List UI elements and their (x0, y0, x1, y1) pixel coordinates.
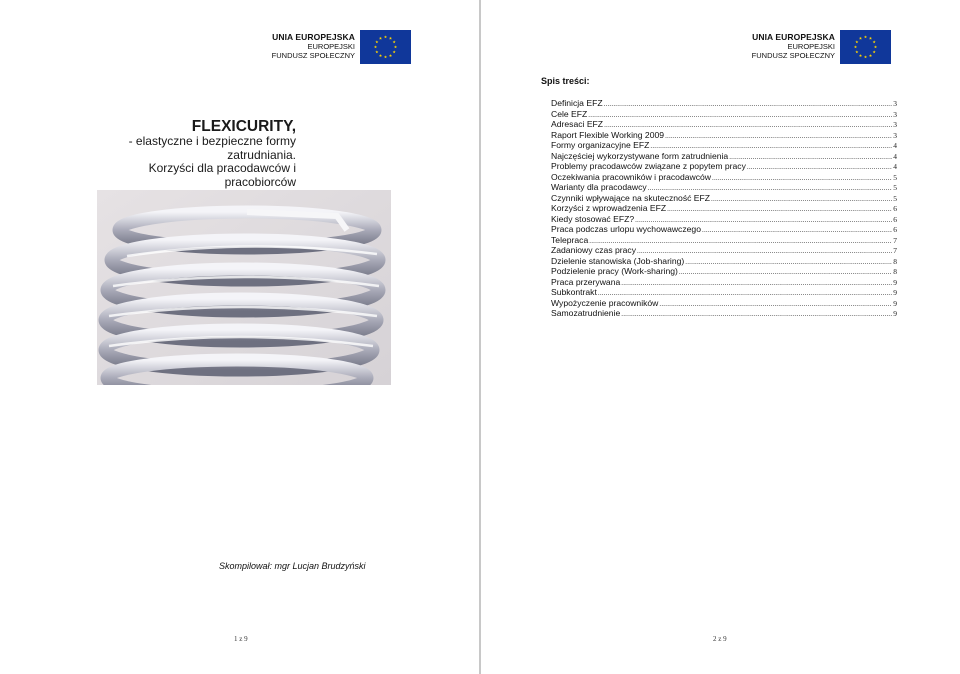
toc-dot-leader (621, 278, 892, 289)
toc-entry-page: 3 (893, 130, 897, 140)
toc-dot-leader (747, 162, 892, 173)
toc-entry-label: Praca przerywana (551, 276, 621, 287)
toc-entry-label: Samozatrudnienie (551, 308, 621, 318)
toc-entry-page: 9 (893, 288, 897, 297)
toc-entry-label: Czynniki wpływające na skuteczność EFZ (551, 192, 711, 203)
toc-entry-page: 6 (893, 214, 897, 224)
eu-flag-icon (840, 30, 891, 64)
toc-entry[interactable] (551, 256, 897, 267)
toc-entry[interactable] (551, 266, 897, 277)
document-subtitle-2: Korzyści dla pracodawców i pracobiorców (148, 161, 296, 189)
toc-entry-label: Kiedy stosować EFZ? (551, 213, 635, 224)
toc-dot-leader (588, 110, 892, 121)
toc-dot-leader (679, 267, 892, 278)
toc-entry-page: 8 (893, 267, 897, 276)
toc-entry[interactable] (551, 214, 897, 225)
table-of-contents (551, 98, 897, 319)
toc-entry[interactable] (551, 203, 897, 214)
logo-line-3: FUNDUSZ SPOŁECZNY (751, 51, 835, 60)
toc-entry[interactable] (551, 277, 897, 288)
eu-flag-icon (360, 30, 411, 64)
toc-entry[interactable] (551, 172, 897, 183)
toc-entry-page: 8 (893, 256, 897, 266)
toc-entry-label: Subkontrakt (551, 287, 597, 297)
toc-entry-label: Oczekiwania pracowników i pracodawców (551, 171, 712, 182)
toc-dot-leader (685, 257, 892, 268)
toc-entry[interactable] (551, 98, 897, 109)
toc-entry[interactable] (551, 224, 897, 235)
toc-dot-leader (667, 204, 892, 215)
toc-entry[interactable] (551, 119, 897, 130)
toc-entry[interactable] (551, 193, 897, 204)
toc-entry-page: 6 (893, 204, 897, 213)
logo-line-1: UNIA EUROPEJSKA (752, 32, 835, 42)
page-number: 1 z 9 (234, 635, 248, 643)
toc-entry-label: Cele EFZ (551, 108, 588, 119)
toc-entry-page: 3 (893, 109, 897, 119)
document-subtitle: - elastyczne i bezpieczne formy zatrudniania. (128, 134, 296, 162)
eu-fund-logo-text (225, 30, 355, 60)
toc-dot-leader (659, 299, 892, 310)
toc-entry-label: Wypożyczenie pracowników (551, 297, 659, 308)
toc-entry-page: 9 (893, 277, 897, 287)
toc-entry-label: Problemy pracodawców związane z popytem pracy (551, 161, 746, 171)
toc-entry-page: 7 (893, 235, 897, 245)
toc-entry[interactable] (551, 245, 897, 256)
toc-entry-page: 9 (893, 298, 897, 308)
toc-dot-leader (621, 309, 892, 320)
toc-dot-leader (729, 152, 892, 163)
toc-entry-page: 5 (893, 172, 897, 182)
toc-entry[interactable] (551, 182, 897, 193)
toc-entry-label: Warianty dla pracodawcy (551, 182, 647, 192)
author-text: Skompilował: mgr Lucjan Brudzyński (219, 561, 366, 571)
document-page-2 (481, 0, 960, 674)
toc-entry[interactable] (551, 140, 897, 151)
toc-entry-label: Korzyści z wprowadzenia EFZ (551, 203, 667, 213)
title-block (90, 118, 296, 189)
toc-entry-page: 4 (893, 151, 897, 161)
toc-entry-page: 5 (893, 193, 897, 203)
toc-entry[interactable] (551, 130, 897, 141)
author-credit (0, 561, 479, 571)
toc-entry-label: Raport Flexible Working 2009 (551, 129, 665, 140)
toc-entry[interactable] (551, 109, 897, 120)
logo-line-3: FUNDUSZ SPOŁECZNY (271, 51, 355, 60)
toc-entry[interactable] (551, 308, 897, 319)
toc-dot-leader (665, 131, 892, 142)
toc-entry-label: Najczęściej wykorzystywane form zatrudnienia (551, 150, 729, 161)
eu-fund-logo-text (705, 30, 835, 60)
spring-coil-image (97, 190, 391, 385)
toc-dot-leader (702, 225, 892, 236)
toc-entry-page: 3 (893, 99, 897, 108)
toc-entry[interactable] (551, 287, 897, 298)
logo-line-2: EUROPEJSKI (307, 42, 355, 51)
toc-dot-leader (711, 194, 892, 205)
toc-heading: Spis treści: (541, 76, 590, 86)
toc-entry-label: Formy organizacyjne EFZ (551, 140, 650, 150)
logo-line-1: UNIA EUROPEJSKA (272, 32, 355, 42)
toc-entry-label: Telepraca (551, 234, 589, 245)
toc-entry-page: 6 (893, 225, 897, 234)
toc-entry[interactable] (551, 161, 897, 172)
toc-entry-page: 3 (893, 120, 897, 129)
toc-entry-label: Praca podczas urlopu wychowawczego (551, 224, 701, 234)
toc-entry-page: 4 (893, 141, 897, 150)
document-title: FLEXICURITY, (191, 118, 296, 135)
toc-entry-page: 9 (893, 309, 897, 318)
toc-entry-label: Podzielenie pracy (Work-sharing) (551, 266, 678, 276)
eu-fund-logo (710, 30, 891, 64)
toc-entry-label: Zadaniowy czas pracy (551, 245, 637, 255)
toc-entry-page: 5 (893, 183, 897, 192)
eu-fund-logo (230, 30, 411, 64)
toc-entry[interactable] (551, 235, 897, 246)
logo-line-2: EUROPEJSKI (787, 42, 835, 51)
toc-entry-label: Dzielenie stanowiska (Job-sharing) (551, 255, 685, 266)
toc-entry[interactable] (551, 151, 897, 162)
toc-dot-leader (604, 99, 893, 110)
toc-entry-label: Definicja EFZ (551, 98, 603, 108)
toc-entry-label: Adresaci EFZ (551, 119, 604, 129)
document-page-1 (0, 0, 479, 674)
toc-entry-page: 4 (893, 162, 897, 171)
toc-entry[interactable] (551, 298, 897, 309)
toc-entry-page: 7 (893, 246, 897, 255)
toc-dot-leader (712, 173, 892, 184)
page-number: 2 z 9 (713, 635, 727, 643)
